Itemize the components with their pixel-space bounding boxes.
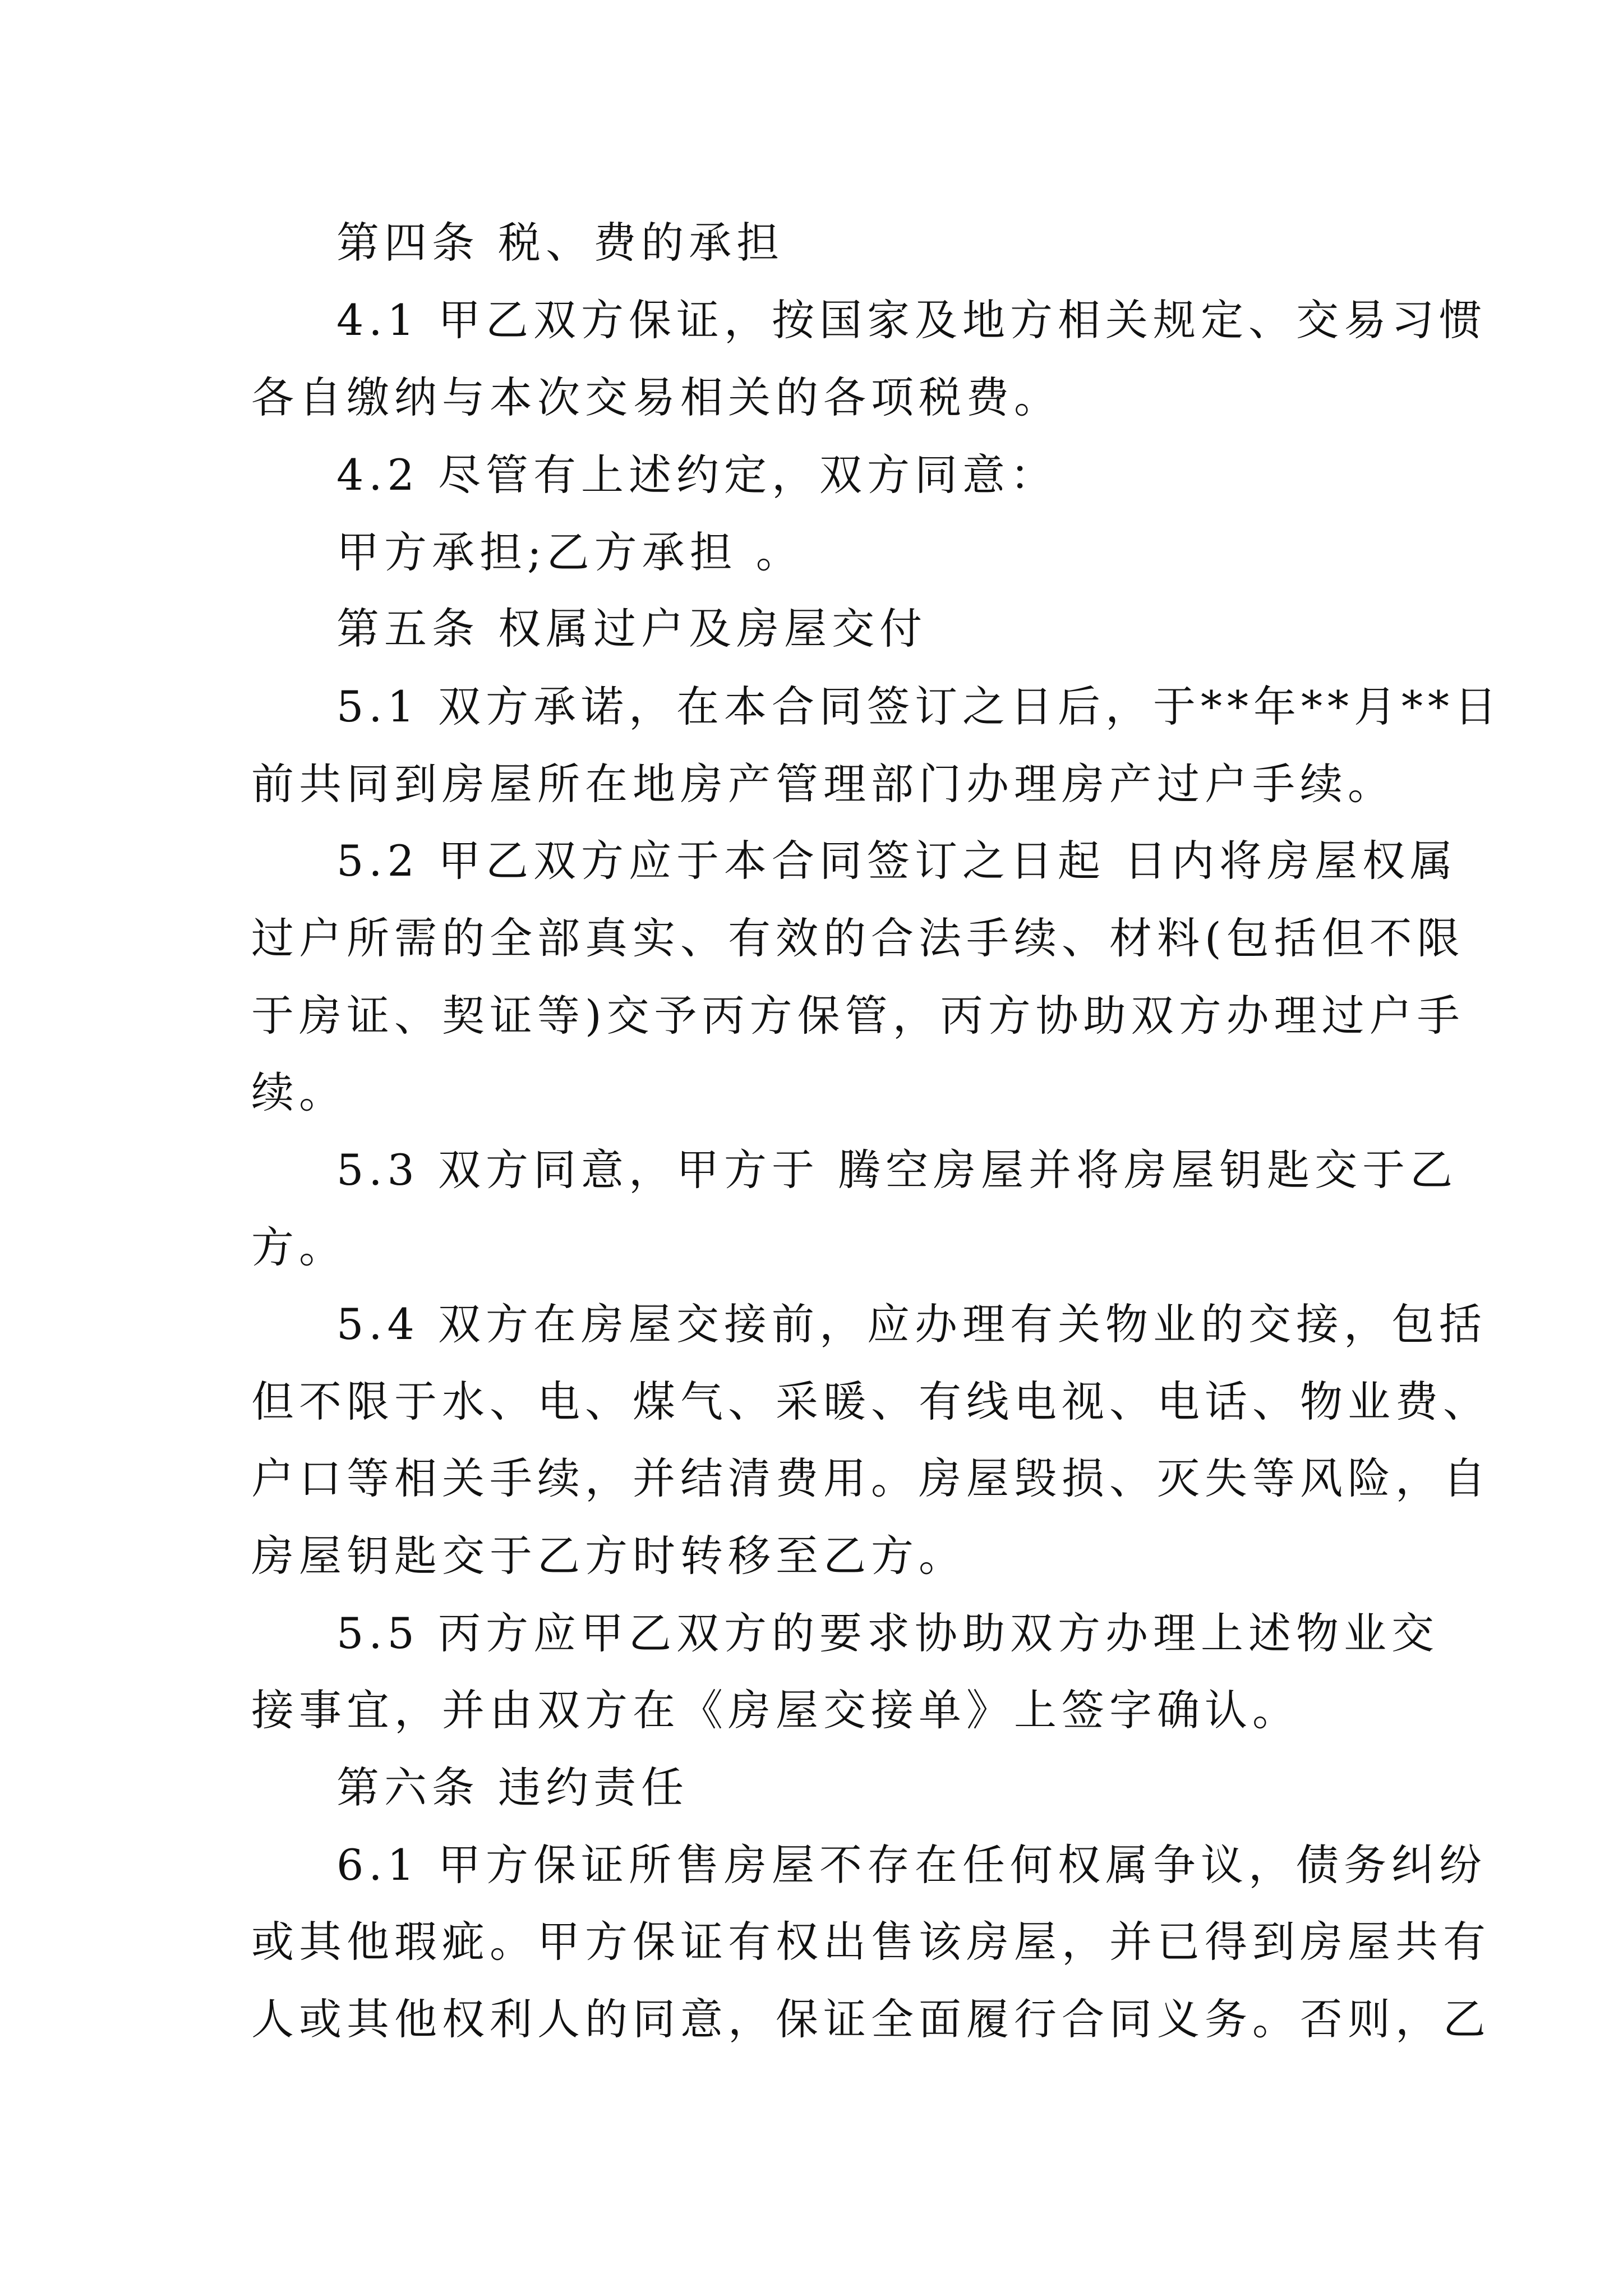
article-6-heading: 第六条 违约责任 — [336, 1763, 689, 1812]
clause-5-5-line-2: 接事宜，并由双方在《房屋交接单》上签字确认。 — [251, 1685, 1300, 1735]
clause-5-5-line-1: 5.5 丙方应甲乙双方的要求协助双方办理上述物业交 — [336, 1608, 1440, 1658]
clause-5-3-line-2: 方。 — [251, 1222, 347, 1272]
clause-4-2-line-1: 4.2 尽管有上述约定，双方同意： — [336, 450, 1058, 500]
clause-5-1-line-1: 5.1 双方承诺，在本合同签订之日后，于**年**月**日 — [336, 682, 1502, 731]
clause-5-4-line-4: 房屋钥匙交于乙方时转移至乙方。 — [251, 1531, 966, 1581]
clause-6-1-line-1: 6.1 甲方保证所售房屋不存在任何权属争议，债务纠纷 — [336, 1840, 1487, 1890]
clause-4-2-line-2: 甲方承担;乙方承担 。 — [336, 527, 804, 577]
clause-5-1-line-2: 前共同到房屋所在地房产管理部门办理房产过户手续。 — [251, 759, 1395, 809]
clause-5-2-line-2: 过户所需的全部真实、有效的合法手续、材料(包括但不限 — [251, 913, 1465, 963]
article-5-heading: 第五条 权属过户及房屋交付 — [336, 604, 928, 654]
clause-5-3-line-1: 5.3 双方同意，甲方于 腾空房屋并将房屋钥匙交于乙 — [336, 1145, 1458, 1195]
clause-6-1-line-3: 人或其他权利人的同意，保证全面履行合同义务。否则，乙 — [251, 1994, 1491, 2044]
article-4-heading: 第四条 税、费的承担 — [336, 218, 785, 268]
clause-5-2-line-1: 5.2 甲乙双方应于本合同签订之日起 日内将房屋权属 — [336, 836, 1458, 886]
clause-6-1-line-2: 或其他瑕疵。甲方保证有权出售该房屋，并已得到房屋共有 — [251, 1917, 1491, 1967]
clause-4-1-line-1: 4.1 甲乙双方保证，按国家及地方相关规定、交易习惯 — [336, 295, 1487, 345]
clause-5-4-line-2: 但不限于水、电、煤气、采暖、有线电视、电话、物业费、 — [251, 1377, 1491, 1427]
clause-4-1-line-2: 各自缴纳与本次交易相关的各项税费。 — [251, 372, 1062, 422]
clause-5-2-line-4: 续。 — [251, 1068, 347, 1117]
clause-5-4-line-1: 5.4 双方在房屋交接前，应办理有关物业的交接，包括 — [336, 1299, 1487, 1349]
clause-5-2-line-3: 于房证、契证等)交予丙方保管，丙方协助双方办理过户手 — [251, 991, 1465, 1041]
clause-5-4-line-3: 户口等相关手续，并结清费用。房屋毁损、灭失等风险，自 — [251, 1453, 1491, 1503]
